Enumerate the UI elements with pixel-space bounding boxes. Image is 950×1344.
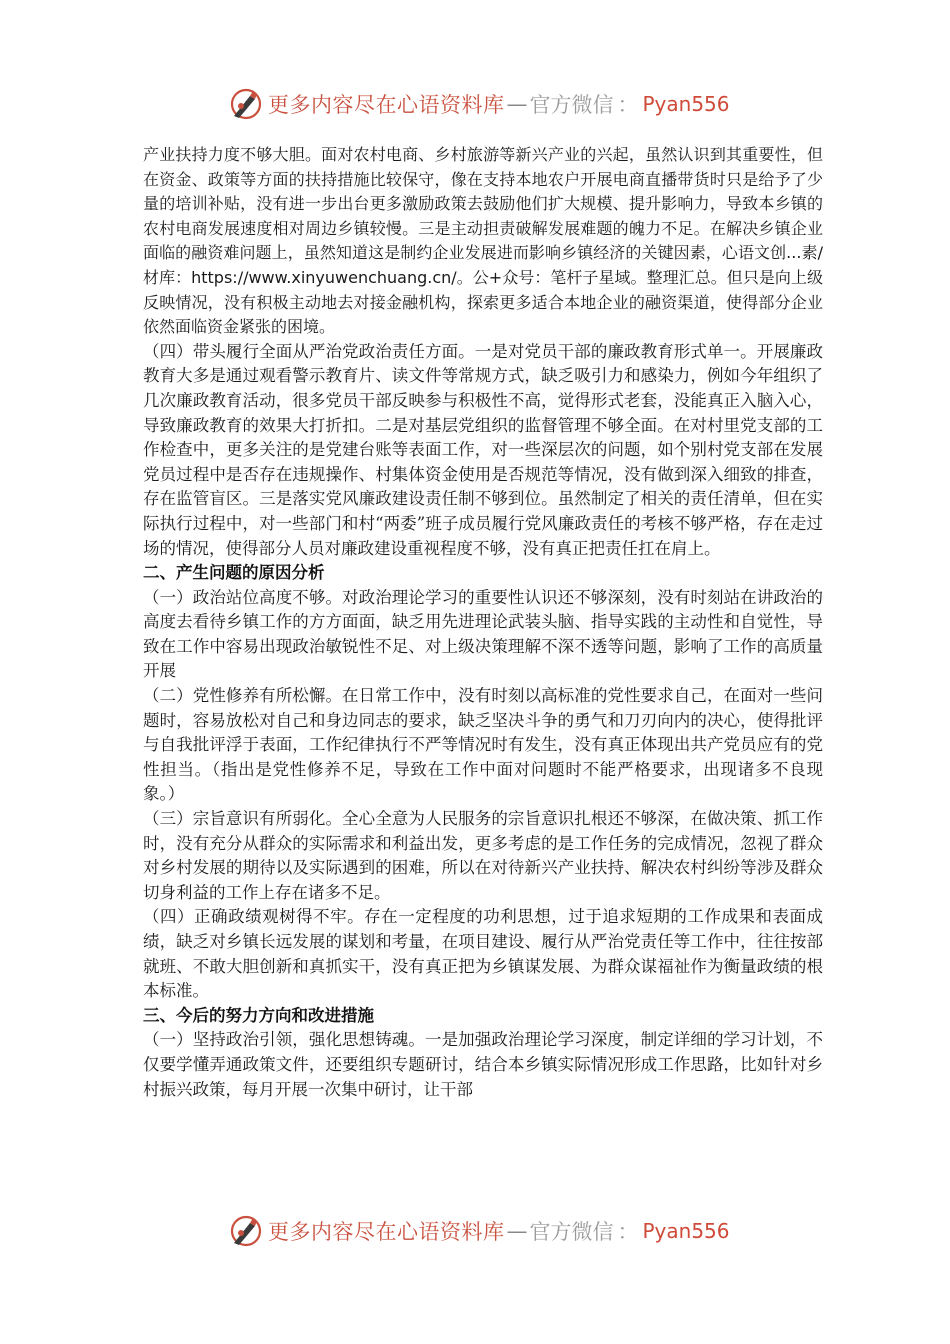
section-heading: 二、产生问题的原因分析 <box>143 563 325 583</box>
pen-logo-icon <box>228 1213 264 1249</box>
banner-official-label: 官方微信 <box>529 1220 614 1244</box>
banner-separator: — <box>506 92 528 116</box>
header-banner <box>228 84 728 124</box>
paragraph: （四）带头履行全面从严治党政治责任方面。一是对党员干部的廉政教育形式单一。开展廉政教育大多是通过观看警示教育片、读文件等常规方式，缺乏吸引力和感染力，例如今年组织了几次廉政教育活动，很多党员干部反映参与积极性不高，觉得形式老套，没能真正入脑入心，导致廉政教育的效果大打折扣。二是对基层党组织的监督管理不够全面。在对村里党支部的工作检查中，更多关注的是党建台账等表面工作，对一些深层次的问题，如个别村党支部在发展党员过程中是否存在违规操作、村集体资金使用是否规范等情况，没有做到深入细致的排查，存在监管盲区。三是落实党风廉政建设责任制不够到位。虽然制定了相关的责任清单，但在实际执行过程中，对一些部门和村“两委”班子成员履行党风廉政责任的考核不够严格，存在走过场的情况，使得部分人员对廉政建设重视程度不够，没有真正把责任扛在肩上。 <box>143 341 823 558</box>
paragraph: 产业扶持力度不够大胆。面对农村电商、乡村旅游等新兴产业的兴起，虽然认识到其重要性，但在资金、政策等方面的扶持措施比较保守，像在支持本地农户开展电商直播带货时只是给予了少量的培训补贴，没有进一步出台更多激励政策去鼓励他们扩大规模、提升影响力，导致本乡镇的农村电商发展速度相对周边乡镇较慢。三是主动担责破解发展难题的魄力不足。在解决乡镇企业面临的融资难问题上，虽然知道这是制约企业发展进而影响乡镇经济的关键因素，心语文创...素/材库：https://www.xinyuwenchuang.cn/。公+众号：笔杆子星域。整理汇总。但只是向上级反映情况，没有积极主动地去对接金融机构，探索更多适合本地企业的融资渠道，使得部分企业依然面临资金紧张的困境。 <box>143 145 823 337</box>
banner-official-label: 官方微信 <box>529 93 614 117</box>
paragraph: （四）正确政绩观树得不牢。存在一定程度的功利思想，过于追求短期的工作成果和表面成绩，缺乏对乡镇长远发展的谋划和考量，在项目建设、履行从严治党责任等工作中，往往按部就班、不敢大胆创新和真抓实干，没有真正把为乡镇谋发展、为群众谋福祉作为衡量政绩的根本标准。 <box>143 907 823 1001</box>
document-body <box>143 143 823 1102</box>
banner-title: 更多内容尽在心语资料库 <box>268 1220 505 1244</box>
banner-separator: — <box>506 1219 528 1243</box>
paragraph: （二）党性修养有所松懈。在日常工作中，没有时刻以高标准的党性要求自己，在面对一些问题时，容易放松对自己和身边同志的要求，缺乏坚决斗争的勇气和刀刃向内的决心，使得批评与自我批评浮于表面，工作纪律执行不严等情况时有发生，没有真正体现出共产党员应有的党性担当。（指出是党性修养不足，导致在工作中面对问题时不能严格要求，出现诸多不良现象。） <box>143 686 823 804</box>
pen-logo-icon <box>228 86 264 122</box>
footer-banner <box>228 1211 728 1251</box>
banner-colon: ： <box>617 93 639 117</box>
paragraph: （三）宗旨意识有所弱化。全心全意为人民服务的宗旨意识扎根还不够深，在做决策、抓工作时，没有充分从群众的实际需求和利益出发，更多考虑的是工作任务的完成情况，忽视了群众对乡村发展的期待以及实际遇到的困难，所以在对待新兴产业扶持、解决农村纠纷等涉及群众切身利益的工作上存在诸多不足。 <box>143 809 823 902</box>
paragraph: （一）坚持政治引领，强化思想铸魂。一是加强政治理论学习深度，制定详细的学习计划，不仅要学懂弄通政策文件，还要组织专题研讨，结合本乡镇实际情况形成工作思路，比如针对乡村振兴政策，每月开展一次集中研讨，让干部 <box>143 1030 823 1099</box>
banner-title: 更多内容尽在心语资料库 <box>268 93 505 117</box>
banner-wechat-id: Pyan556 <box>642 1219 730 1243</box>
banner-wechat-id: Pyan556 <box>642 92 730 116</box>
section-heading: 三、今后的努力方向和改进措施 <box>143 1005 374 1025</box>
banner-colon: ： <box>617 1220 639 1244</box>
paragraph: （一）政治站位高度不够。对政治理论学习的重要性认识还不够深刻，没有时刻站在讲政治的高度去看待乡镇工作的方方面面，缺乏用先进理论武装头脑、指导实践的主动性和自觉性，导致在工作中容易出现政治敏锐性不足、对上级决策理解不深不透等问题，影响了工作的高质量开展 <box>143 587 823 681</box>
